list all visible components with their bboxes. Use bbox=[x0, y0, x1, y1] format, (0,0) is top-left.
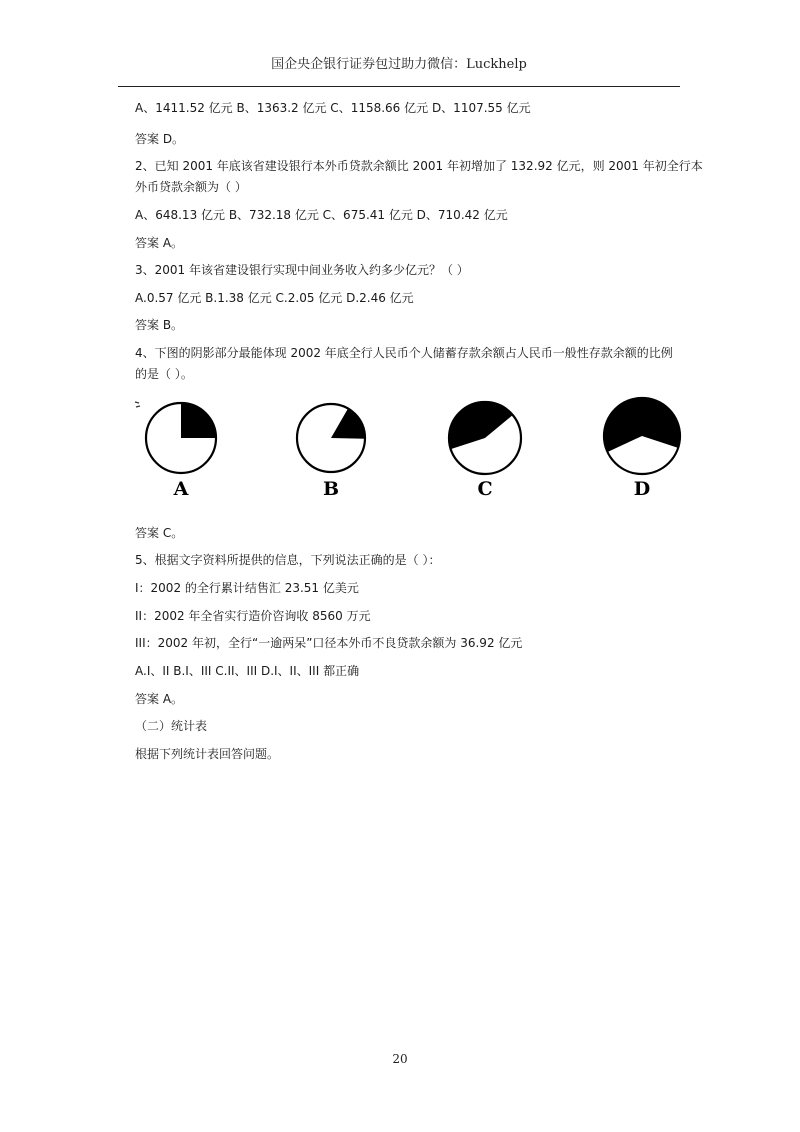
pie-label-b: B bbox=[322, 478, 340, 500]
section-intro: 根据下列统计表回答问题。 bbox=[135, 747, 280, 761]
q2-question-line2: 外币贷款余额为（ ） bbox=[135, 180, 247, 194]
page-number: 20 bbox=[392, 1052, 408, 1066]
page-header: 国企央企银行证券包过助力微信：Luckhelp bbox=[118, 44, 680, 87]
q4-question-line2: 的是（ ）。 bbox=[135, 367, 193, 381]
pie-label-a: A bbox=[173, 478, 189, 500]
q4-question-line1: 4、下图的阴影部分最能体现 2002 年底全行人民币个人储蓄存款余额占人民币一般性存款余额的比例 bbox=[135, 346, 673, 360]
q5-answer: 答案 A。 bbox=[135, 692, 184, 706]
q2-options: A、648.13 亿元 B、732.18 亿元 C、675.41 亿元 D、710.42 亿元 bbox=[135, 208, 508, 222]
q3-question: 3、2001 年该省建设银行实现中间业务收入约多少亿元？（ ） bbox=[135, 263, 469, 277]
q5-statement-3: III：2002 年初，全行“一逾两呆”口径本外币不良贷款余额为 36.92 亿元 bbox=[135, 636, 523, 650]
q3-options: A.0.57 亿元 B.1.38 亿元 C.2.05 亿元 D.2.46 亿元 bbox=[135, 291, 414, 305]
pie-label-d: D bbox=[633, 478, 651, 500]
q2-question-line1: 2、已知 2001 年底该省建设银行本外币贷款余额比 2001 年初增加了 132.92 亿元，则 2001 年初全行本 bbox=[135, 159, 703, 173]
q3-answer: 答案 B。 bbox=[135, 318, 184, 332]
q4-pie-figure bbox=[133, 396, 693, 506]
q1-answer: 答案 D。 bbox=[135, 132, 185, 146]
q5-question: 5、根据文字资料所提供的信息，下列说法正确的是（ ）： bbox=[135, 553, 441, 567]
section-title: （二）统计表 bbox=[135, 719, 208, 733]
q5-statement-2: II：2002 年全省实行造价咨询收 8560 万元 bbox=[135, 609, 371, 623]
pie-shaded-slice-a bbox=[181, 403, 216, 438]
q5-options: A.I、II B.I、III C.II、III D.I、II、III 都正确 bbox=[135, 664, 360, 678]
q5-statement-1: I：2002 的全行累计结售汇 23.51 亿美元 bbox=[135, 581, 359, 595]
pie-label-c: C bbox=[477, 478, 493, 500]
pie-options-svg bbox=[133, 396, 693, 506]
q2-answer: 答案 A。 bbox=[135, 236, 184, 250]
q4-answer: 答案 C。 bbox=[135, 526, 184, 540]
q1-options: A、1411.52 亿元 B、1363.2 亿元 C、1158.66 亿元 D、1107.55 亿元 bbox=[135, 101, 531, 115]
